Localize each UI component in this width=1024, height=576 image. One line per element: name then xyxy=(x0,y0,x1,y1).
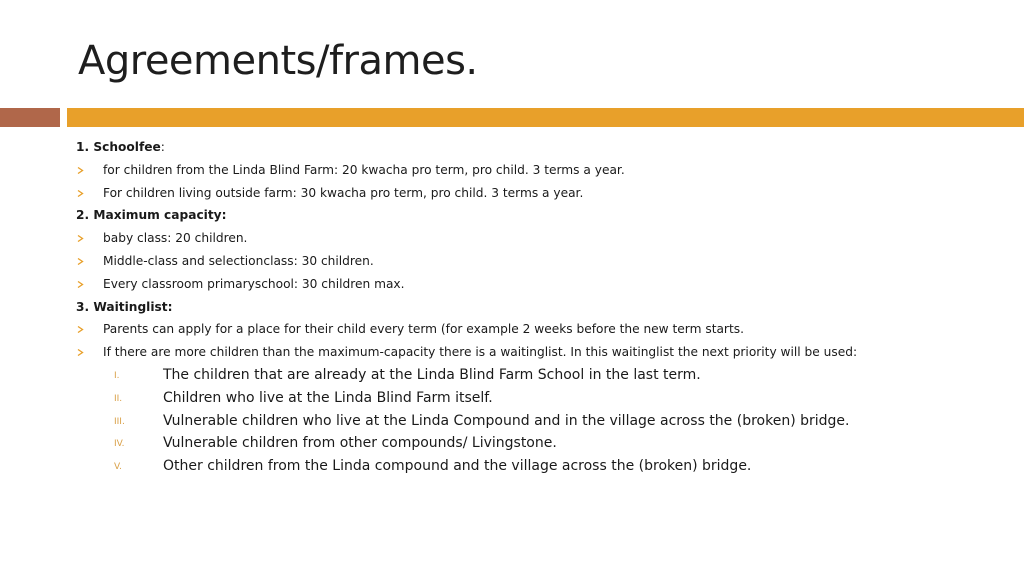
priority-item: IV. Vulnerable children from other compounds/ Livingstone. xyxy=(76,432,996,455)
roman-numeral: III. xyxy=(114,416,125,427)
arrow-bullet-icon xyxy=(77,227,85,250)
priority-item: II. Children who live at the Linda Blind Farm itself. xyxy=(76,387,996,410)
accent-band-left xyxy=(0,108,60,127)
bullet-item: Parents can apply for a place for their child every term (for example 2 weeks before the new term starts. xyxy=(76,318,996,341)
slide-title: Agreements/frames. xyxy=(78,38,478,84)
slide-content xyxy=(76,136,996,478)
arrow-bullet-icon xyxy=(77,159,85,182)
section-heading-schoolfee: 1. Schoolfee: xyxy=(76,140,165,154)
bullet-item: for children from the Linda Blind Farm: 20 kwacha pro term, pro child. 3 terms a year. xyxy=(76,159,996,182)
section-heading-waitinglist: 3. Waitinglist: xyxy=(76,299,173,314)
roman-numeral: V. xyxy=(114,462,122,473)
bullet-item: If there are more children than the maximum-capacity there is a waitinglist. In this waitinglist the next priority will be used: xyxy=(76,341,996,364)
roman-numeral: I. xyxy=(114,370,120,381)
roman-numeral: IV. xyxy=(114,439,125,450)
arrow-bullet-icon xyxy=(77,318,85,341)
arrow-bullet-icon xyxy=(77,273,85,296)
bullet-item: Every classroom primaryschool: 30 children max. xyxy=(76,273,996,296)
section-heading-maximum-capacity: 2. Maximum capacity: xyxy=(76,208,227,223)
bullet-item: baby class: 20 children. xyxy=(76,227,996,250)
priority-item: I. The children that are already at the Linda Blind Farm School in the last term. xyxy=(76,364,996,387)
arrow-bullet-icon xyxy=(77,250,85,273)
priority-item: V. Other children from the Linda compound and the village across the (broken) bridge. xyxy=(76,455,996,478)
bullet-item: For children living outside farm: 30 kwacha pro term, pro child. 3 terms a year. xyxy=(76,182,996,205)
roman-numeral: II. xyxy=(114,393,123,404)
bullet-item: Middle-class and selectionclass: 30 children. xyxy=(76,250,996,273)
accent-band-right xyxy=(67,108,1024,127)
arrow-bullet-icon xyxy=(77,182,85,205)
arrow-bullet-icon xyxy=(77,341,85,364)
priority-item: III. Vulnerable children who live at the Linda Compound and in the village across the (broken) bridge. xyxy=(76,410,996,433)
